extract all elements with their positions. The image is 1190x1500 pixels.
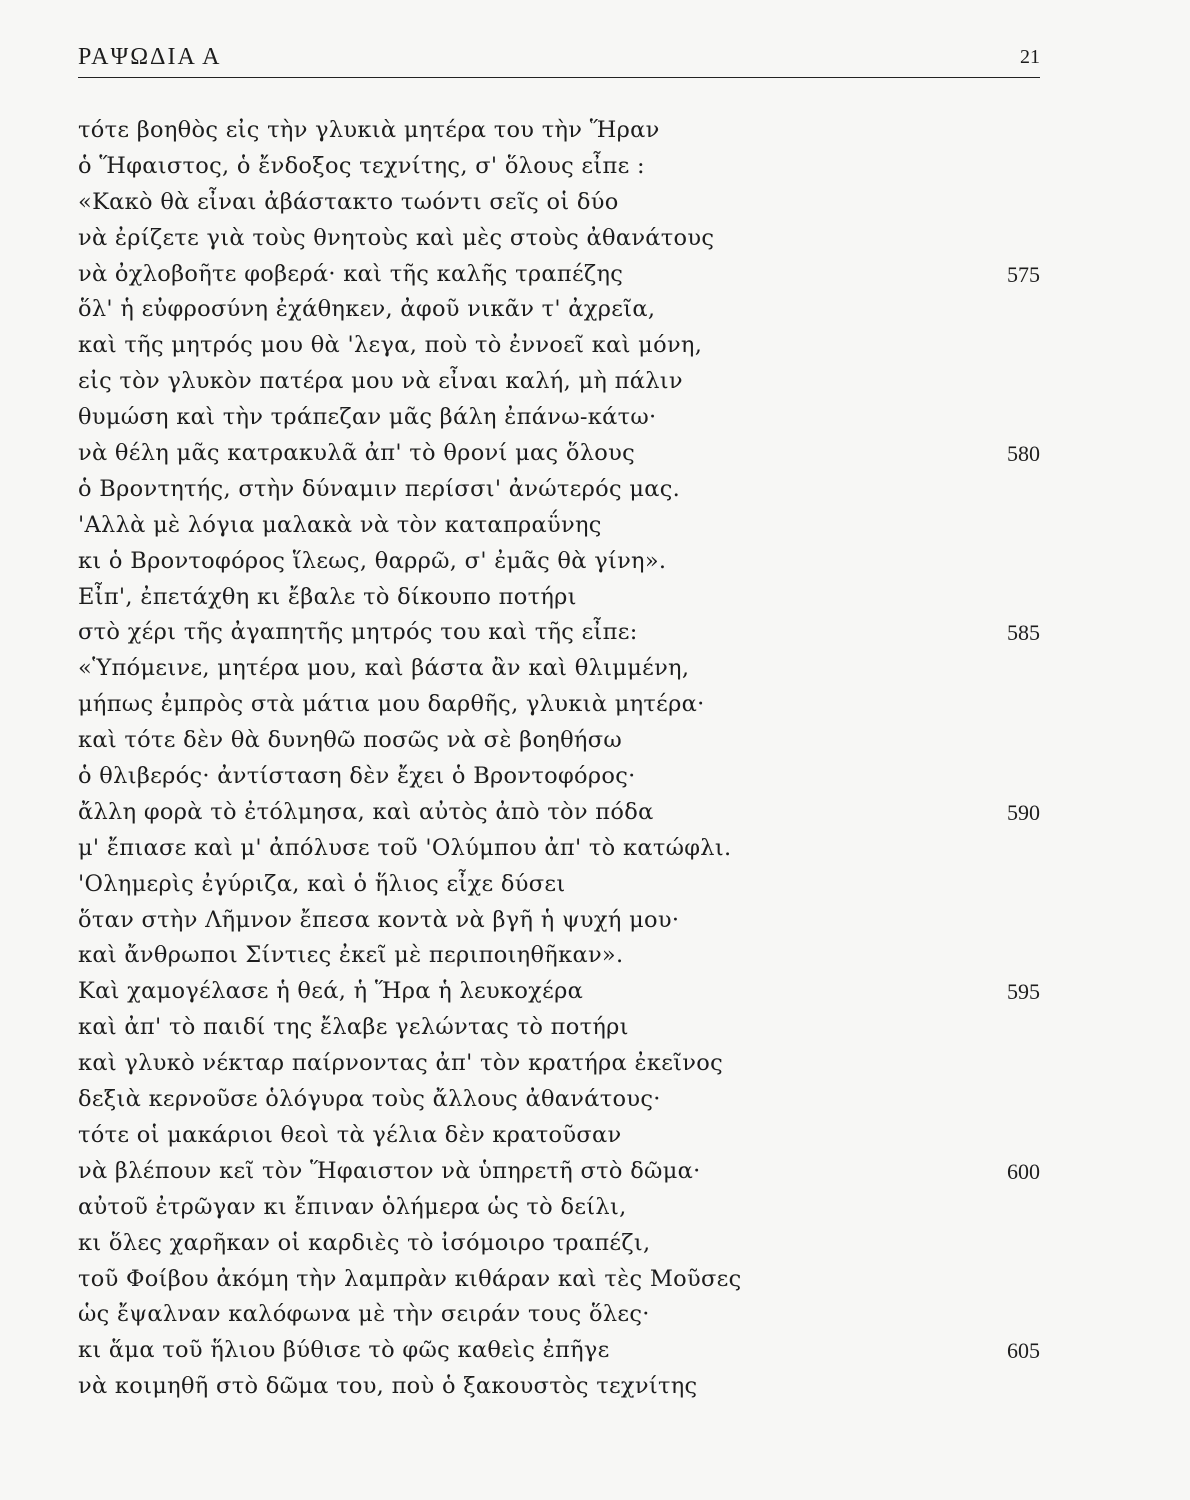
verse-text: τότε βοηθὸς εἰς τὴν γλυκιὰ μητέρα του τὴν Ἥραν bbox=[78, 117, 660, 143]
verse-line bbox=[78, 149, 1040, 185]
page-number: 21 bbox=[1020, 46, 1040, 68]
verse-line bbox=[78, 221, 1040, 257]
verse-text: καὶ ἄνθρωποι Σίντιες ἐκεῖ μὲ περιποιηθῆκαν». bbox=[78, 942, 624, 969]
verse-text: νὰ βλέπουν κεῖ τὸν Ἥφαιστον νὰ ὑπηρετῆ στὸ δῶμα· bbox=[78, 1157, 701, 1184]
verse-line bbox=[78, 651, 1040, 687]
verse-line bbox=[78, 867, 1040, 903]
verse-text: κι ὁ Βροντοφόρος ἵλεως, θαρρῶ, σ' ἐμᾶς θὰ γίνη». bbox=[78, 547, 667, 574]
verse-line bbox=[78, 615, 1040, 651]
verse-text: 'Αλλὰ μὲ λόγια μαλακὰ νὰ τὸν καταπραΰνης bbox=[78, 511, 602, 538]
verse-text: αὐτοῦ ἐτρῶγαν κι ἔπιναν ὁλήμερα ὡς τὸ δείλι, bbox=[78, 1193, 627, 1220]
verse-line bbox=[78, 1333, 1040, 1369]
verse-text: καὶ τότε δὲν θὰ δυνηθῶ ποσῶς νὰ σὲ βοηθήσω bbox=[78, 727, 623, 754]
verse-line bbox=[78, 831, 1040, 867]
verse-line bbox=[78, 903, 1040, 939]
verse-line bbox=[78, 113, 1040, 149]
verse-text: «Ὑπόμεινε, μητέρα μου, καὶ βάστα ἂν καὶ θλιμμένη, bbox=[78, 655, 690, 682]
verse-line bbox=[78, 687, 1040, 723]
verse-text: νὰ κοιμηθῆ στὸ δῶμα του, ποὺ ὁ ξακουστὸς τεχνίτης bbox=[78, 1373, 698, 1400]
verse-line bbox=[78, 938, 1040, 974]
verse-line bbox=[78, 1010, 1040, 1046]
verse-line bbox=[78, 1154, 1040, 1190]
verse-text: Καὶ χαμογέλασε ἡ θεά, ἡ Ἥρα ἡ λευκοχέρα bbox=[78, 978, 584, 1005]
line-number: 595 bbox=[1007, 979, 1040, 1005]
verse-line bbox=[78, 1082, 1040, 1118]
verse-text: ὅταν στὴν Λῆμνον ἔπεσα κοντὰ νὰ βγῆ ἡ ψυχή μου· bbox=[78, 906, 680, 933]
verse-line bbox=[78, 795, 1040, 831]
line-number: 585 bbox=[1007, 620, 1040, 646]
page-header bbox=[78, 44, 1040, 76]
verse-line bbox=[78, 759, 1040, 795]
verse-line bbox=[78, 508, 1040, 544]
verse-text: καὶ ἀπ' τὸ παιδί της ἔλαβε γελώντας τὸ ποτήρι bbox=[78, 1014, 629, 1041]
verse-text: δεξιὰ κερνοῦσε ὁλόγυρα τοὺς ἄλλους ἀθανάτους· bbox=[78, 1086, 661, 1113]
verse-line bbox=[78, 1118, 1040, 1154]
verse-text: νὰ θέλη μᾶς κατρακυλᾶ ἀπ' τὸ θρονί μας ὅλους bbox=[78, 440, 636, 467]
verse-text: ὁ Βροντητής, στὴν δύναμιν περίσσι' ἀνώτερός μας. bbox=[78, 475, 681, 502]
verse-text: «Κακὸ θὰ εἶναι ἀβάστακτο τωόντι σεῖς οἱ δύο bbox=[78, 188, 619, 215]
verse-text: εἰς τὸν γλυκὸν πατέρα μου νὰ εἶναι καλή, μὴ πάλιν bbox=[78, 368, 683, 395]
verse-text: μ' ἔπιασε καὶ μ' ἀπόλυσε τοῦ 'Ολύμπου ἀπ' τὸ κατώφλι. bbox=[78, 834, 732, 861]
verse-line bbox=[78, 1190, 1040, 1226]
verse-line bbox=[78, 364, 1040, 400]
verse-text: νὰ ἐρίζετε γιὰ τοὺς θνητοὺς καὶ μὲς στοὺς ἀθανάτους bbox=[78, 224, 715, 251]
running-title: ΡΑΨΩΔΙΑ Α bbox=[78, 44, 222, 70]
verse-text: στὸ χέρι τῆς ἀγαπητῆς μητρός του καὶ τῆς εἶπε: bbox=[78, 619, 638, 646]
verse-line bbox=[78, 436, 1040, 472]
verse-text: ὁ Ἥφαιστος, ὁ ἔνδοξος τεχνίτης, σ' ὅλους εἶπε : bbox=[78, 152, 645, 179]
line-number: 575 bbox=[1007, 261, 1040, 287]
verse-text: ὅλ' ἡ εὐφροσύνη ἐχάθηκεν, ἀφοῦ νικᾶν τ' ἀχρεῖα, bbox=[78, 296, 656, 323]
line-number: 605 bbox=[1007, 1338, 1040, 1364]
verse-line bbox=[78, 1369, 1040, 1405]
verse-line bbox=[78, 328, 1040, 364]
verse-line bbox=[78, 1046, 1040, 1082]
verse-line bbox=[78, 472, 1040, 508]
line-number: 590 bbox=[1007, 799, 1040, 825]
verse-block bbox=[78, 113, 1040, 1405]
verse-line bbox=[78, 292, 1040, 328]
verse-text: καὶ τῆς μητρός μου θὰ 'λεγα, ποὺ τὸ ἐννοεῖ καὶ μόνη, bbox=[78, 332, 703, 359]
line-number: 580 bbox=[1007, 441, 1040, 467]
verse-text: κι ἅμα τοῦ ἥλιου βύθισε τὸ φῶς καθεὶς ἐπῆγε bbox=[78, 1337, 610, 1364]
verse-line bbox=[78, 1226, 1040, 1262]
verse-text: ὁ θλιβερός· ἀντίσταση δὲν ἔχει ὁ Βροντοφόρος· bbox=[78, 763, 636, 790]
verse-text: καὶ γλυκὸ νέκταρ παίρνοντας ἀπ' τὸν κρατήρα ἐκεῖνος bbox=[78, 1050, 723, 1077]
header-rule bbox=[78, 77, 1040, 78]
verse-text: νὰ ὀχλοβοῆτε φοβερά· καὶ τῆς καλῆς τραπέζης bbox=[78, 260, 624, 287]
verse-text: Εἶπ', ἐπετάχθη κι ἔβαλε τὸ δίκουπο ποτήρι bbox=[78, 583, 577, 610]
verse-text: ὡς ἔψαλναν καλόφωνα μὲ τὴν σειράν τους ὅλες· bbox=[78, 1301, 650, 1328]
verse-text: 'Ολημερὶς ἐγύριζα, καὶ ὁ ἥλιος εἶχε δύσει bbox=[78, 870, 566, 897]
verse-line bbox=[78, 580, 1040, 616]
verse-line bbox=[78, 185, 1040, 221]
verse-line bbox=[78, 1297, 1040, 1333]
verse-text: τότε οἱ μακάριοι θεοὶ τὰ γέλια δὲν κρατοῦσαν bbox=[78, 1121, 622, 1148]
verse-text: ἄλλη φορὰ τὸ ἐτόλμησα, καὶ αὐτὸς ἀπὸ τὸν πόδα bbox=[78, 798, 654, 825]
verse-line bbox=[78, 1262, 1040, 1298]
verse-text: κι ὅλες χαρῆκαν οἱ καρδιὲς τὸ ἰσόμοιρο τραπέζι, bbox=[78, 1229, 651, 1256]
verse-text: τοῦ Φοίβου ἀκόμη τὴν λαμπρὰν κιθάραν καὶ τὲς Μοῦσες bbox=[78, 1265, 742, 1292]
verse-line bbox=[78, 723, 1040, 759]
verse-text: θυμώση καὶ τὴν τράπεζαν μᾶς βάλη ἐπάνω-κάτω· bbox=[78, 404, 657, 431]
verse-line bbox=[78, 400, 1040, 436]
verse-line bbox=[78, 544, 1040, 580]
verse-line bbox=[78, 974, 1040, 1010]
verse-text: μήπως ἐμπρὸς στὰ μάτια μου δαρθῆς, γλυκιὰ μητέρα· bbox=[78, 691, 705, 718]
line-number: 600 bbox=[1007, 1158, 1040, 1184]
verse-line bbox=[78, 257, 1040, 293]
